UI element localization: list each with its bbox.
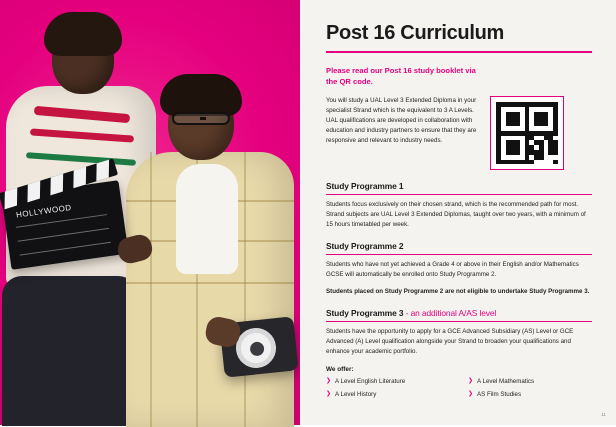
title-divider	[326, 51, 592, 53]
paragraph-emphasis: Students placed on Study Programme 2 are not eligible to undertake Study Programme 3.	[326, 287, 590, 295]
chevron-right-icon: ❯	[326, 391, 332, 397]
section-heading	[326, 308, 592, 318]
list-item-label: A Level History	[335, 391, 377, 398]
paragraph: Students who have not yet achieved a Grade 4 or above in their English and/or Mathematics GCSE will automatically be enrolled onto Study Programme 2.	[326, 261, 579, 279]
chevron-right-icon: ❯	[468, 391, 474, 397]
offer-column-left	[326, 377, 450, 404]
shirt-check-line	[150, 152, 152, 427]
chevron-right-icon: ❯	[468, 377, 474, 384]
intro-text: You will study a UAL Level 3 Extended Diploma in your specialist Strand which is the equivalent to 3 A Levels. UAL qualifications are developed in collaboration with education and industry partners to ensure that they are responsive and relevant to industry needs.	[326, 97, 477, 145]
qr-code[interactable]	[490, 96, 564, 170]
person-left-legs	[2, 276, 138, 426]
section-study-programme-1	[326, 181, 592, 230]
section-study-programme-2	[326, 241, 592, 296]
list-item	[326, 377, 450, 386]
list-item	[468, 390, 592, 399]
clapperboard-line	[18, 228, 109, 242]
section-body	[326, 260, 592, 296]
list-item	[468, 377, 592, 386]
section-heading-main: Study Programme 3	[326, 307, 404, 318]
list-item-label: AS Film Studies	[477, 391, 522, 398]
section-divider	[326, 321, 592, 322]
list-item	[326, 390, 450, 399]
lead-text: Please read our Post 16 study booklet via the QR code.	[326, 65, 476, 86]
section-body	[326, 327, 592, 357]
offer-label: We offer:	[326, 365, 354, 373]
section-divider	[326, 254, 592, 255]
section-divider	[326, 194, 592, 195]
person-right-tshirt	[176, 164, 238, 274]
chevron-right-icon: ❯	[326, 377, 332, 384]
section-heading: Study Programme 1	[326, 181, 404, 192]
glasses-icon	[172, 112, 230, 125]
offer-column-right	[468, 377, 592, 404]
page-title: Post 16 Curriculum	[326, 22, 504, 44]
paragraph: Students focus exclusively on their chosen strand, which is the recommended path for most. Strand subjects are UAL Level 3 Extended Diplomas, taught over two years, with a minimum of 15 hours timetabled per week.	[326, 201, 586, 229]
section-heading: Study Programme 2	[326, 241, 404, 252]
clapperboard-line	[20, 242, 111, 256]
qr-code-matrix	[496, 102, 558, 164]
shirt-check-line	[244, 152, 246, 427]
intro-paragraph	[326, 96, 478, 170]
intro-row	[326, 87, 592, 170]
photo-panel	[0, 0, 300, 425]
section-heading-accent: - an additional A/AS level	[405, 307, 497, 318]
section-body	[326, 200, 592, 230]
list-item-label: A Level English Literature	[335, 377, 406, 385]
person-right-hair	[160, 74, 242, 116]
content-panel	[300, 0, 616, 425]
list-item-label: A Level Mathematics	[477, 377, 535, 385]
offer-columns	[326, 377, 592, 404]
paragraph: Students have the opportunity to apply for a GCE Advanced Subsidiary (AS) Level or GCE Advanced (A) Level qualification alongside your Strand to broaden your qualifications and enhance your academic portfolio.	[326, 327, 574, 355]
page-number: 11	[601, 412, 606, 417]
clapperboard-label: HOLLYWOOD	[15, 202, 73, 220]
section-study-programme-3	[326, 308, 592, 357]
person-left-hair	[44, 12, 122, 56]
